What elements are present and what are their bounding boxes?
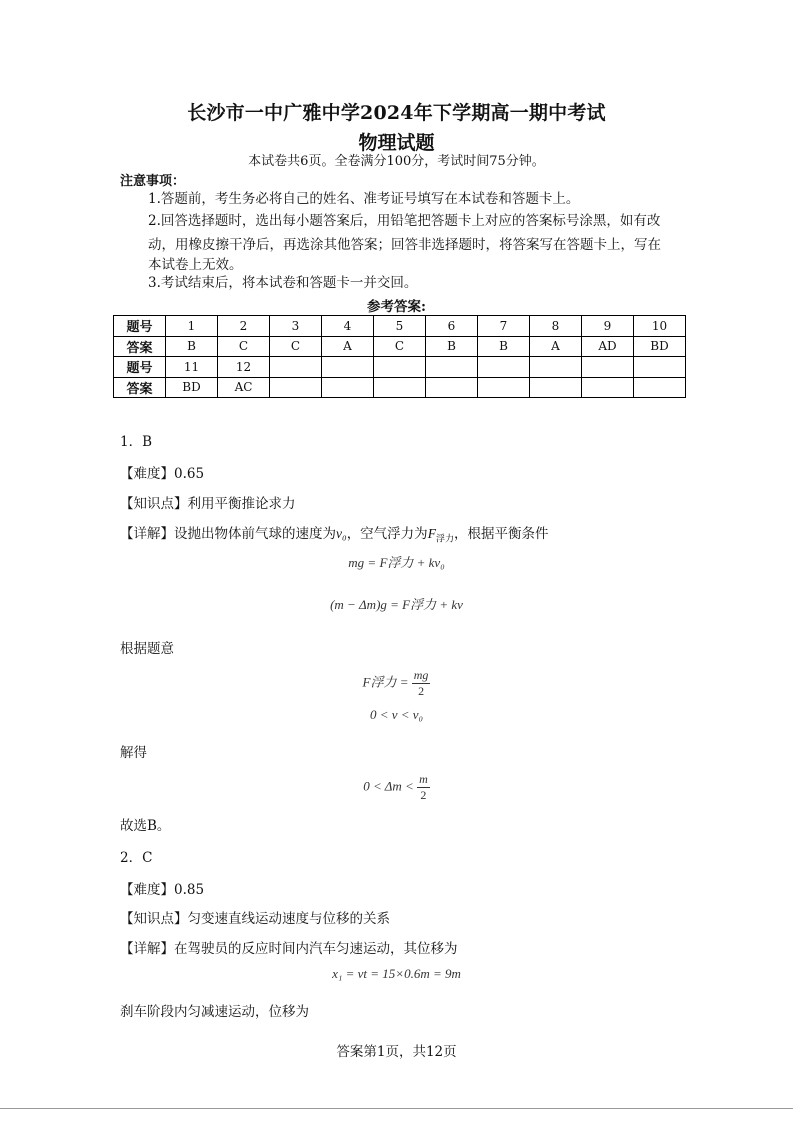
exam-subtitle: 物理试题	[358, 132, 435, 154]
q2-knowledge: 【知识点】匀变速直线运动速度与位移的关系	[120, 911, 390, 927]
table-cell	[426, 357, 478, 378]
q1-solve: 解得	[120, 745, 147, 761]
q1-detail-v0: v₀	[336, 526, 347, 541]
table-row	[114, 357, 686, 378]
row-label-answer: 答案	[114, 336, 166, 357]
table-cell: 5	[374, 316, 426, 337]
table-cell	[322, 357, 374, 378]
q2-detail: 【详解】在驾驶员的反应时间内汽车匀速运动，其位移为	[120, 941, 458, 957]
notice-item-2-end: 本试卷上无效。	[148, 257, 243, 273]
page-footer: 答案第1页，共12页	[336, 1044, 457, 1060]
table-cell: 3	[270, 316, 322, 337]
q1-eq5-den: 2	[420, 788, 427, 802]
row-label-answer: 答案	[114, 377, 166, 398]
q1-detail-Fsub: 浮力	[435, 534, 454, 545]
q1-eq3-left: F浮力 =	[362, 674, 409, 690]
table-cell	[270, 377, 322, 398]
table-cell: AC	[218, 377, 270, 398]
table-cell	[582, 377, 634, 398]
exam-title: 长沙市一中广雅中学2024年下学期高一期中考试	[187, 102, 606, 124]
table-cell	[478, 377, 530, 398]
table-cell: C	[218, 336, 270, 357]
notice-item-3: 3.考试结束后，将本试卷和答题卡一并交回。	[148, 275, 418, 291]
table-cell	[634, 357, 686, 378]
table-cell	[374, 377, 426, 398]
table-cell: B	[478, 336, 530, 357]
notice-item-2-cont: 动，用橡皮擦干净后，再选涂其他答案；回答非选择题时，将答案写在答题卡上，写在	[148, 237, 661, 253]
table-cell: C	[374, 336, 426, 357]
table-row	[114, 316, 686, 337]
table-cell: B	[426, 336, 478, 357]
table-cell: 11	[166, 357, 218, 378]
q1-eq5-num: m	[419, 772, 428, 786]
table-cell: A	[322, 336, 374, 357]
table-cell: B	[166, 336, 218, 357]
table-cell: 12	[218, 357, 270, 378]
table-cell: 2	[218, 316, 270, 337]
q1-eq5	[0, 772, 793, 803]
q1-detail-suffix: ，根据平衡条件	[453, 526, 549, 542]
table-cell	[270, 357, 322, 378]
row-label-question: 题号	[114, 316, 166, 337]
table-row	[114, 336, 686, 357]
bottom-divider	[0, 1108, 793, 1109]
table-cell	[426, 377, 478, 398]
q1-by-problem: 根据题意	[120, 641, 174, 657]
table-cell: AD	[582, 336, 634, 357]
table-cell	[322, 377, 374, 398]
q2-difficulty: 【难度】0.85	[120, 882, 205, 898]
q1-detail-mid: ，空气浮力为	[346, 526, 428, 542]
q1-difficulty: 【难度】0.65	[120, 466, 205, 482]
q1-eq3	[0, 668, 793, 699]
q1-conclusion: 故选B。	[120, 818, 171, 834]
table-cell	[374, 357, 426, 378]
table-cell	[582, 357, 634, 378]
table-cell	[478, 357, 530, 378]
notice-heading: 注意事项：	[120, 174, 186, 189]
table-cell: 9	[582, 316, 634, 337]
q1-eq3-fraction	[412, 668, 431, 699]
q1-eq5-fraction	[417, 772, 430, 803]
q1-eq2: (m − Δm)g = F浮力 + kv	[330, 597, 463, 612]
table-cell: C	[270, 336, 322, 357]
table-cell: 8	[530, 316, 582, 337]
table-cell: 4	[322, 316, 374, 337]
table-cell	[634, 377, 686, 398]
table-row	[114, 377, 686, 398]
table-cell: 10	[634, 316, 686, 337]
table-cell: A	[530, 336, 582, 357]
q1-eq3-num: mg	[413, 668, 429, 682]
answer-table	[113, 315, 686, 398]
q1-eq4: 0 < v < v₀	[369, 707, 424, 722]
q1-detail-F: F	[427, 526, 436, 541]
notice-item-2: 2.回答选择题时，选出每小题答案后，用铅笔把答题卡上对应的答案标号涂黑，如有改	[148, 213, 661, 229]
table-cell: BD	[634, 336, 686, 357]
table-cell: 1	[166, 316, 218, 337]
table-cell	[530, 377, 582, 398]
table-cell: 6	[426, 316, 478, 337]
q2-brake: 刹车阶段内匀减速运动，位移为	[120, 1004, 309, 1020]
exam-intro: 本试卷共6页。全卷满分100分，考试时间75分钟。	[248, 154, 545, 169]
q1-eq5-left: 0 < Δm <	[363, 778, 414, 794]
q1-eq3-den: 2	[418, 684, 425, 698]
q2-number: 2．C	[120, 850, 153, 866]
q1-detail-prefix: 【详解】设抛出物体前气球的速度为	[120, 526, 336, 542]
q2-eq1: x₁ = vt = 15×0.6m = 9m	[332, 966, 461, 981]
table-cell: 7	[478, 316, 530, 337]
q1-detail	[120, 522, 548, 545]
notice-item-1: 1.答题前，考生务必将自己的姓名、准考证号填写在本试卷和答题卡上。	[148, 191, 580, 207]
q1-eq1: mg = F浮力 + kv₀	[348, 555, 445, 570]
q1-number: 1．B	[120, 434, 153, 450]
answers-heading: 参考答案:	[367, 299, 426, 315]
row-label-question: 题号	[114, 357, 166, 378]
q1-knowledge: 【知识点】利用平衡推论求力	[120, 496, 296, 512]
table-cell	[530, 357, 582, 378]
table-cell: BD	[166, 377, 218, 398]
